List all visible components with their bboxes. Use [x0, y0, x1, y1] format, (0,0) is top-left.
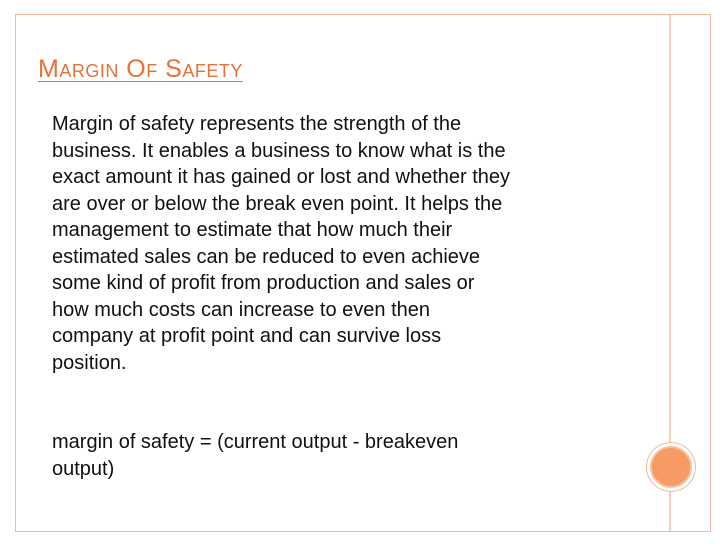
slide-formula-text: margin of safety = (current output - breakeven output)	[52, 431, 459, 480]
slide-title: Margin Of Safety	[38, 55, 243, 83]
decorative-circle	[650, 446, 692, 488]
slide-body-text: Margin of safety represents the strength of the business. It enables a business to know what is the exact amount it has gained or lost and whether they are over or below the break even point. It helps the management to estimate that how much their estimated sales can be reduced to even achieve some kind of profit from production and sales or how much costs can increase to even then company at profit point and can survive loss position.	[52, 113, 511, 374]
